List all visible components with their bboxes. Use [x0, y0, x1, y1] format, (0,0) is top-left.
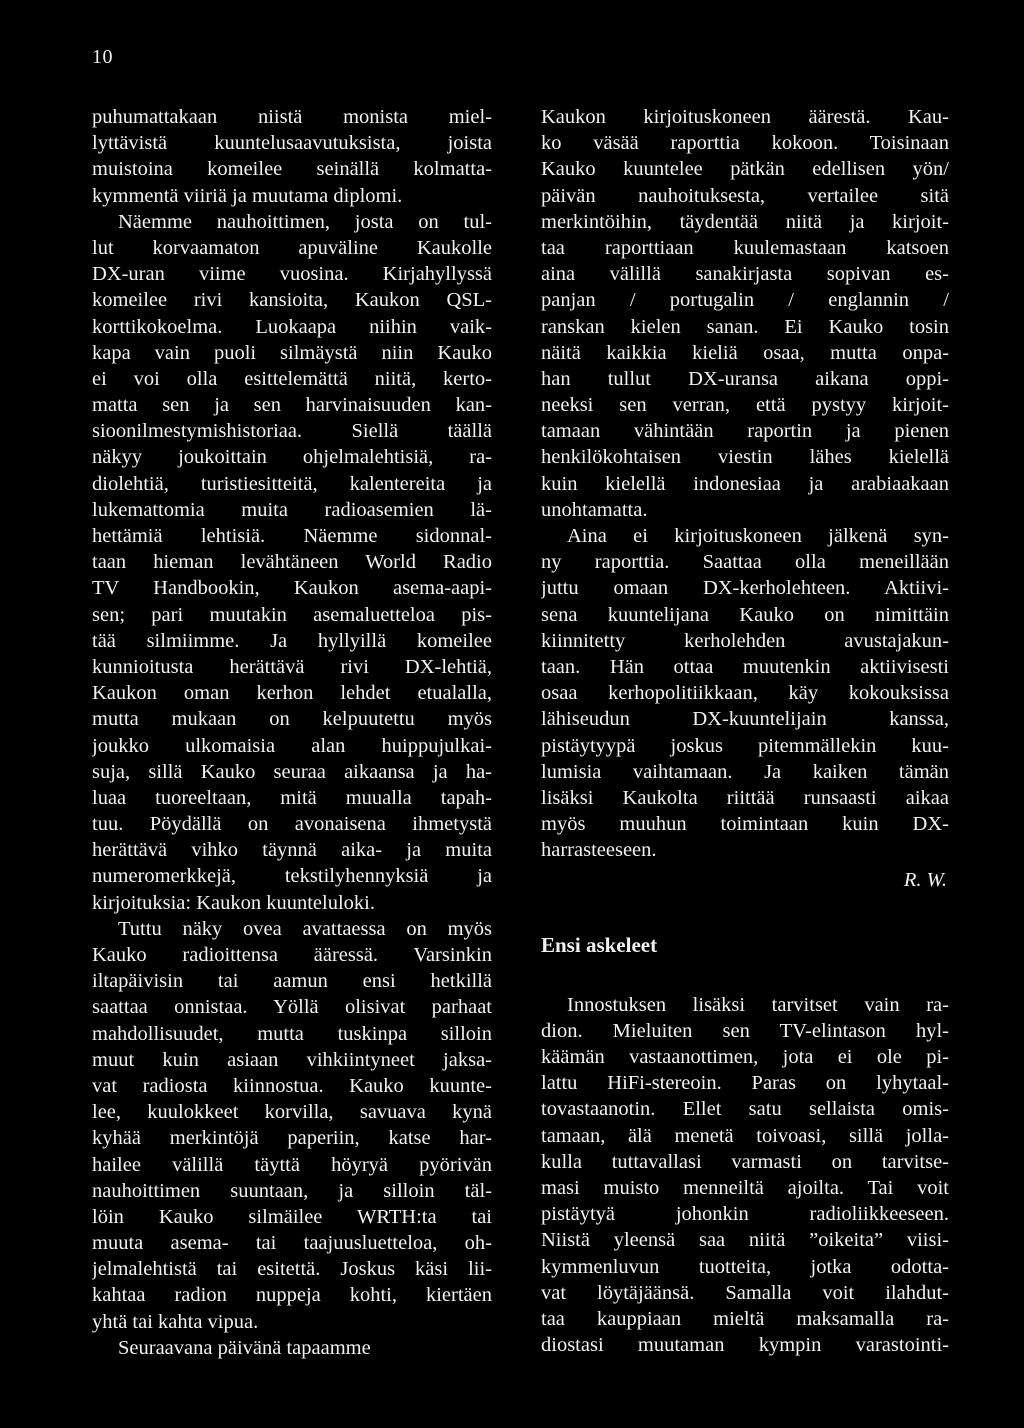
text-line: iltapäivisin tai aamun ensi hetkillä	[92, 970, 492, 993]
text-line: näkyy joukoittain ohjelmalehtisiä, ra-	[92, 446, 492, 469]
text-line: kulla tuttavallasi varmasti on tarvitse-	[541, 1150, 949, 1173]
text-line: ei voi olla esittelemättä niitä, kerto-	[92, 367, 492, 390]
text-line: vat löytäjäänsä. Samalla voit ilahdut-	[541, 1281, 949, 1304]
text-line: pistäytyypä joskus pitemmällekin kuu-	[541, 734, 949, 757]
text-line: Niistä yleensä saa niitä ”oikeita” viisi-	[541, 1229, 949, 1252]
text-line: näitä kaikkia kieliä osaa, mutta onpa-	[541, 341, 949, 364]
text-line: tamaan vähintään raportin ja pienen	[541, 420, 949, 443]
text-line: harrasteeseen.	[541, 839, 657, 862]
text-line: ranskan kielen sanan. Ei Kauko tosin	[541, 315, 949, 338]
text-line: taan hieman levähtäneen World Radio	[92, 551, 492, 574]
text-line: osaa kerhopolitiikkaan, käy kokouksissa	[541, 682, 949, 705]
text-line: Kauko kuuntelee pätkän edellisen yön/	[541, 158, 949, 181]
text-line: dion. Mieluiten sen TV-elintason hyl-	[541, 1019, 949, 1042]
text-line: Näemme nauhoittimen, josta on tul-	[118, 210, 492, 233]
text-line: lisäksi Kaukolta riittää runsaasti aikaa	[541, 786, 949, 809]
text-line: Tuttu näky ovea avattaessa on myös	[118, 917, 492, 940]
text-line: kiinnitetty kerholehden avustajakun-	[541, 629, 949, 652]
text-line: kunnioitusta herättävä rivi DX-lehtiä,	[92, 655, 492, 678]
text-line: lut korvaamaton apuväline Kaukolle	[92, 236, 492, 259]
text-line: tuu. Pöydällä on avonaisena ihmetystä	[92, 813, 492, 836]
text-line: korttikokoelma. Luokaapa niihin vaik-	[92, 315, 492, 338]
text-line: puhumattakaan niistä monista miel-	[92, 106, 492, 128]
text-line: lee, kuulokkeet korvilla, savuava kynä	[92, 1101, 492, 1124]
text-line: diostasi muutaman kympin varastointi-	[541, 1334, 949, 1357]
text-line: kapa vain puoli silmäystä niin Kauko	[92, 341, 492, 364]
text-line: komeilee rivi kansioita, Kaukon QSL-	[92, 289, 492, 312]
text-line: luaa tuoreeltaan, mitä muualla tapah-	[92, 786, 492, 809]
text-line: nauhoittimen suuntaan, ja silloin täl-	[92, 1179, 492, 1202]
text-line: taa kauppiaan mieltä maksamalla ra-	[541, 1307, 949, 1330]
text-line: Aina ei kirjoituskoneen jälkenä syn-	[567, 525, 949, 547]
text-line: taan. Hän ottaa muutenkin aktiivisesti	[541, 655, 949, 678]
text-line: jelmalehtistä tai esitettä. Joskus käsi lii-	[92, 1258, 492, 1281]
text-line: lumisia vaihtamaan. Ja kaiken tämän	[541, 760, 949, 783]
right-column-bottom-text	[541, 992, 949, 1359]
text-line: Kaukon kirjoituskoneen äärestä. Kau-	[541, 106, 949, 128]
left-column	[92, 104, 492, 1361]
text-line: mahdollisuudet, mutta tuskinpa silloin	[92, 1022, 492, 1045]
text-line: panjan / portugalin / englannin /	[541, 289, 949, 312]
text-line: unohtamatta.	[541, 498, 648, 521]
text-line: lyttävistä kuuntelusaavutuksista, joista	[92, 132, 492, 155]
text-line: saattaa onnistaa. Yöllä olisivat parhaat	[92, 996, 492, 1019]
text-line: numeromerkkejä, tekstilyhennyksiä ja	[92, 865, 492, 888]
text-line: sena kuuntelijana Kauko on nimittäin	[541, 603, 949, 626]
text-line: masi muisto menneiltä ajoilta. Tai voit	[541, 1176, 949, 1199]
text-line: juttu omaan DX-kerholehteen. Aktiivi-	[541, 577, 949, 600]
text-line: diolehtiä, turistiesitteitä, kalentereita ja	[92, 472, 492, 495]
text-line: henkilökohtaisen viestin lähes kielellä	[541, 446, 949, 469]
text-line: löin Kauko silmäilee WRTH:ta tai	[92, 1205, 492, 1228]
text-line: herättävä vihko täynnä aika- ja muita	[92, 839, 492, 862]
text-line: sen; pari muutakin asemaluetteloa pis-	[92, 603, 492, 626]
text-line: hailee välillä täyttä höyryä pyörivän	[92, 1153, 492, 1176]
text-line: päivän nauhoituksesta, vertailee sitä	[541, 184, 949, 207]
text-line: myös muuhun toimintaan kuin DX-	[541, 813, 949, 836]
text-line: Kaukon oman kerhon lehdet etualalla,	[92, 682, 492, 705]
text-line: Innostuksen lisäksi tarvitset vain ra-	[567, 993, 949, 1016]
text-line: taa raporttiaan kuulemastaan katsoen	[541, 236, 949, 259]
text-line: matta sen ja sen harvinaisuuden kan-	[92, 394, 492, 417]
text-line: kymmenluvun tuotteita, jotka odotta-	[541, 1255, 949, 1278]
text-line: Seuraavana päivänä tapaamme	[118, 1336, 371, 1359]
text-line: TV Handbookin, Kaukon asema-aapi-	[92, 577, 492, 600]
text-line: vat radiosta kiinnostua. Kauko kuunte-	[92, 1074, 492, 1097]
text-line: yhtä tai kahta vipua.	[92, 1310, 259, 1333]
text-line: kahtaa radion nuppeja kohti, kiertäen	[92, 1284, 492, 1307]
text-line: hettämiä lehtisiä. Näemme sidonnal-	[92, 525, 492, 547]
text-line: tamaan, älä menetä toivoasi, sillä jolla-	[541, 1124, 949, 1147]
text-line: tovastaanotin. Ellet satu sellaista omis-	[541, 1098, 949, 1121]
text-line: muuta asema- tai taajuusluetteloa, oh-	[92, 1232, 492, 1255]
text-line: mutta mukaan on kelpuutettu myös	[92, 708, 492, 731]
text-line: joukko ulkomaisia alan huippujulkai-	[92, 734, 492, 757]
text-line: kirjoituksia: Kaukon kuunteluloki.	[92, 891, 375, 914]
text-line: kyhää merkintöjä paperiin, katse har-	[92, 1127, 492, 1150]
text-line: lähiseudun DX-kuuntelijain kanssa,	[541, 708, 949, 731]
text-line: muut kuin asiaan vihkiintyneet jaksa-	[92, 1048, 492, 1071]
text-line: lukemattomia muita radioasemien lä-	[92, 498, 492, 521]
text-line: sioonilmestymishistoriaa. Siellä täällä	[92, 420, 492, 443]
text-line: aina välillä sanakirjasta sopivan es-	[541, 263, 949, 286]
text-line: DX-uran viime vuosina. Kirjahyllyssä	[92, 263, 492, 286]
text-line: muistoina komeilee seinällä kolmatta-	[92, 158, 492, 181]
text-line: Kauko radioittensa ääressä. Varsinkin	[92, 944, 492, 966]
text-line: käämän vastaanottimen, jota ei ole pi-	[541, 1046, 949, 1068]
text-line: ko väsää raporttia kokoon. Toisinaan	[541, 132, 949, 155]
text-line: kymmentä viiriä ja muutama diplomi.	[92, 184, 403, 207]
text-line: merkintöihin, täydentää niitä ja kirjoit-	[541, 210, 949, 233]
text-line: ny raporttia. Saattaa olla meneillään	[541, 551, 949, 574]
text-line: kuin kielellä indonesiaa ja arabiaakaan	[541, 472, 949, 495]
right-column-top-text	[541, 104, 949, 863]
text-line: neeksi sen verran, että pystyy kirjoit-	[541, 394, 949, 417]
author-signature: R. W.	[903, 869, 947, 892]
right-column	[541, 104, 949, 1358]
text-line: han tullut DX-uransa aikana oppi-	[541, 367, 949, 390]
text-line: tää silmiimme. Ja hyllyillä komeilee	[92, 629, 492, 652]
text-line: lattu HiFi-stereoin. Paras on lyhytaal-	[541, 1072, 949, 1095]
section-heading: Ensi askeleet	[541, 932, 658, 957]
text-line: suja, sillä Kauko seuraa aikaansa ja ha-	[92, 760, 492, 783]
text-line: pistäytyä johonkin radioliikkeeseen.	[541, 1203, 949, 1226]
page-number: 10	[92, 46, 113, 68]
